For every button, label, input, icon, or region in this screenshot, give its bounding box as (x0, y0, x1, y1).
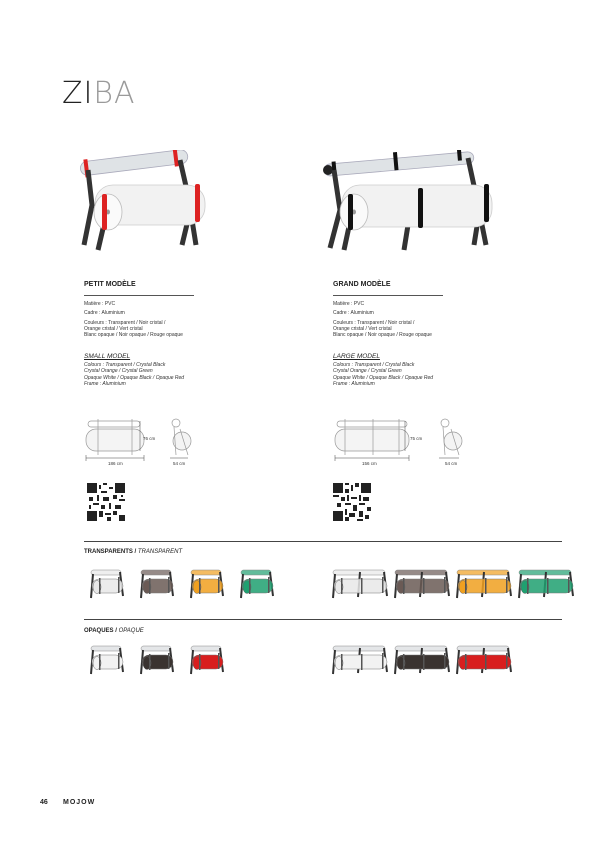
section-label-en: TRANSPARENT (137, 549, 183, 555)
small-model-photo (70, 150, 220, 260)
transparent-section-heading (84, 549, 182, 555)
spec-line: Blanc opaque / Noir opaque / Rouge opaque (84, 332, 183, 339)
small-length-dim: 186 cm (108, 461, 123, 466)
large-model-subheading: LARGE MODEL (333, 353, 380, 360)
section-label-fr: TRANSPARENTS / (84, 549, 138, 555)
spec-line: Blanc opaque / Noir opaque / Rouge opaque (333, 332, 432, 339)
page-title (62, 76, 136, 111)
transparent-section-rule (84, 541, 562, 542)
spec-line: Couleurs : Transparent / Noir cristal / (84, 319, 166, 326)
page-number: 46 (40, 799, 48, 806)
small-model-qr-code[interactable] (87, 483, 125, 521)
spec-line: Cadre : Aluminium (84, 310, 125, 317)
color-swatch (138, 566, 176, 600)
color-swatch (454, 566, 514, 600)
spec-line: Frame : Aluminium (84, 380, 126, 387)
small-model-specs-fr (84, 301, 183, 338)
opaque-section-rule (84, 619, 562, 620)
spec-line: Matière : PVC (333, 301, 365, 307)
color-swatch (330, 642, 390, 676)
spec-line: Colours : Transparent / Crystal Black (333, 362, 415, 368)
large-model-photo (318, 150, 498, 260)
large-model-specs-en (333, 362, 433, 387)
color-swatch (330, 566, 390, 600)
spec-line: Colours : Transparent / Crystal Black (84, 362, 166, 368)
spec-line: Opaque White / Opaque Black / Opaque Red (84, 374, 185, 381)
large-model-qr-code[interactable] (333, 483, 371, 521)
color-swatch (392, 642, 452, 676)
color-swatch (188, 566, 226, 600)
spec-line: Matière : PVC (84, 301, 116, 307)
color-swatch (88, 642, 126, 676)
title-part-1: ZI (62, 76, 94, 111)
spec-line: Frame : Aluminium (333, 380, 375, 387)
opaque-section-heading (84, 628, 144, 634)
spec-line: Couleurs : Transparent / Noir cristal / (333, 319, 415, 326)
small-depth-dim: 54 cm (173, 461, 186, 466)
title-part-2: BA (93, 76, 136, 111)
color-swatch (238, 566, 276, 600)
spec-line: Orange cristal / Vert cristal (333, 325, 392, 332)
color-swatch (454, 642, 514, 676)
spec-line: Crystal Orange / Crystal Green (84, 368, 153, 375)
section-label-fr: OPAQUES / (84, 628, 119, 634)
color-swatch (138, 642, 176, 676)
small-height-dim: 76 cm (143, 436, 156, 441)
color-swatch (392, 566, 452, 600)
small-model-rule (84, 295, 194, 296)
brand-logo: MOJOW (63, 799, 96, 806)
spec-line: Opaque White / Opaque Black / Opaque Red (333, 374, 434, 381)
small-model-specs-en (84, 362, 184, 387)
large-model-heading: GRAND MODÈLE (333, 281, 391, 288)
color-swatch (188, 642, 226, 676)
spec-line: Orange cristal / Vert cristal (84, 325, 143, 332)
small-model-heading: PETIT MODÈLE (84, 281, 136, 288)
spec-line: Crystal Orange / Crystal Green (333, 368, 402, 375)
color-swatch (516, 566, 576, 600)
color-swatch (88, 566, 126, 600)
large-model-specs-fr (333, 301, 432, 338)
large-length-dim: 156 cm (362, 461, 377, 466)
large-depth-dim: 54 cm (445, 461, 458, 466)
large-height-dim: 75 cm (410, 436, 423, 441)
spec-line: Cadre : Aluminium (333, 310, 374, 317)
large-model-rule (333, 295, 443, 296)
small-model-subheading: SMALL MODEL (84, 353, 131, 360)
section-label-en: OPAQUE (118, 628, 144, 634)
